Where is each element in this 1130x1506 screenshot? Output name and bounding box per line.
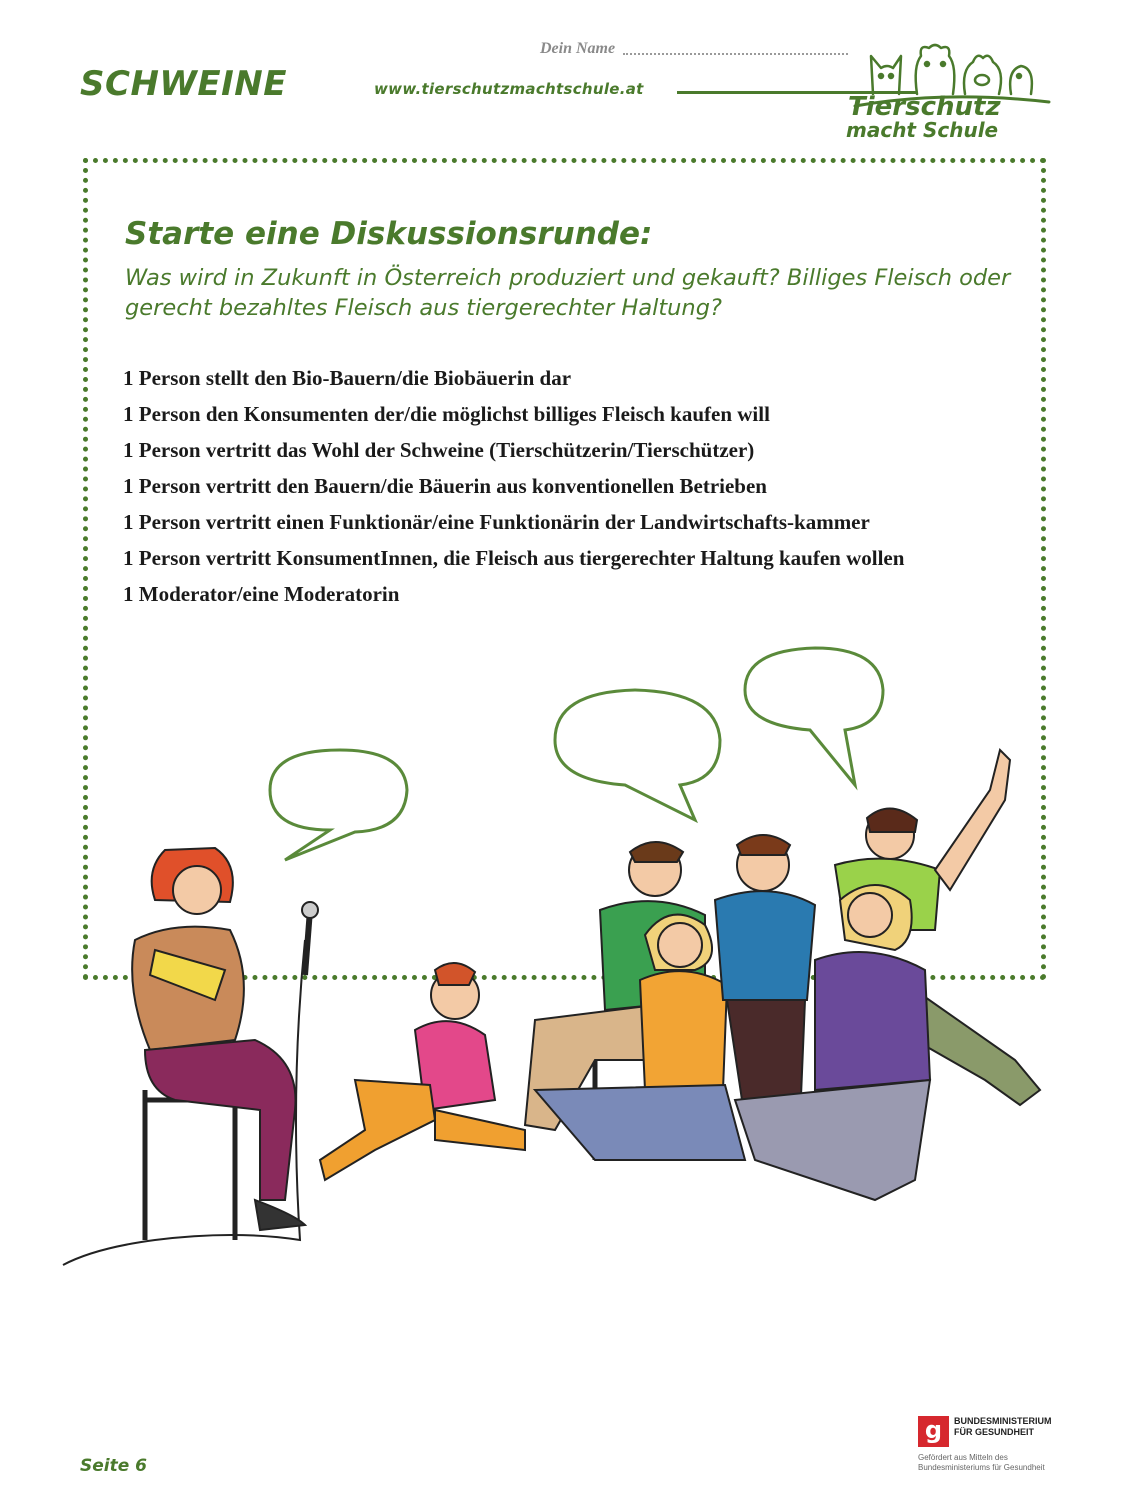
discussion-question: Was wird in Zukunft in Österreich produziert und gekauft? Billiges Fleisch oder gerecht bezahltes Fleisch aus tiergerechter Haltung? [125,265,1011,321]
ministry-logo-icon: g [918,1416,949,1447]
discussion-group-illustration [55,640,1085,1280]
role-list [123,360,1023,612]
name-field[interactable] [540,40,848,58]
section-heading: Starte eine Diskussionsrunde: [125,216,653,252]
microphone-icon [305,910,310,975]
speech-bubble-icon [270,750,407,860]
logo-text-line2: macht Schule [846,118,999,142]
ministry-name: BUNDESMINISTERIUM FÜR GESUNDHEIT [954,1416,1052,1437]
name-line[interactable] [623,53,848,55]
role-item: 1 Person vertritt das Wohl der Schweine (Tierschützerin/Tierschützer) [123,438,755,462]
role-item: 1 Person stellt den Bio-Bauern/die Biobäuerin dar [123,366,572,390]
role-item: 1 Person den Konsumenten der/die möglichst billiges Fleisch kaufen will [123,402,770,426]
website-link[interactable]: www.tierschutzmachtschule.at [374,80,644,98]
speech-bubble-icon [555,690,720,820]
logo-text-line1: Tierschutz [848,92,1001,122]
page-title: SCHWEINE [80,64,287,104]
role-item: 1 Person vertritt einen Funktionär/eine Funktionärin der Landwirtschafts-kammer [123,510,870,534]
speech-bubble-icon [745,648,883,785]
ministry-block [918,1416,1068,1473]
name-label: Dein Name [540,40,616,57]
role-item: 1 Person vertritt KonsumentInnen, die Fleisch aus tiergerechter Haltung kaufen wollen [123,546,905,570]
funding-note: Gefördert aus Mitteln des Bundesministeriums für Gesundheit [918,1453,1045,1472]
role-item: 1 Person vertritt den Bauern/die Bäuerin aus konventionellen Betrieben [123,474,767,498]
page-number: Seite 6 [80,1456,148,1476]
role-item: 1 Moderator/eine Moderatorin [123,582,400,606]
